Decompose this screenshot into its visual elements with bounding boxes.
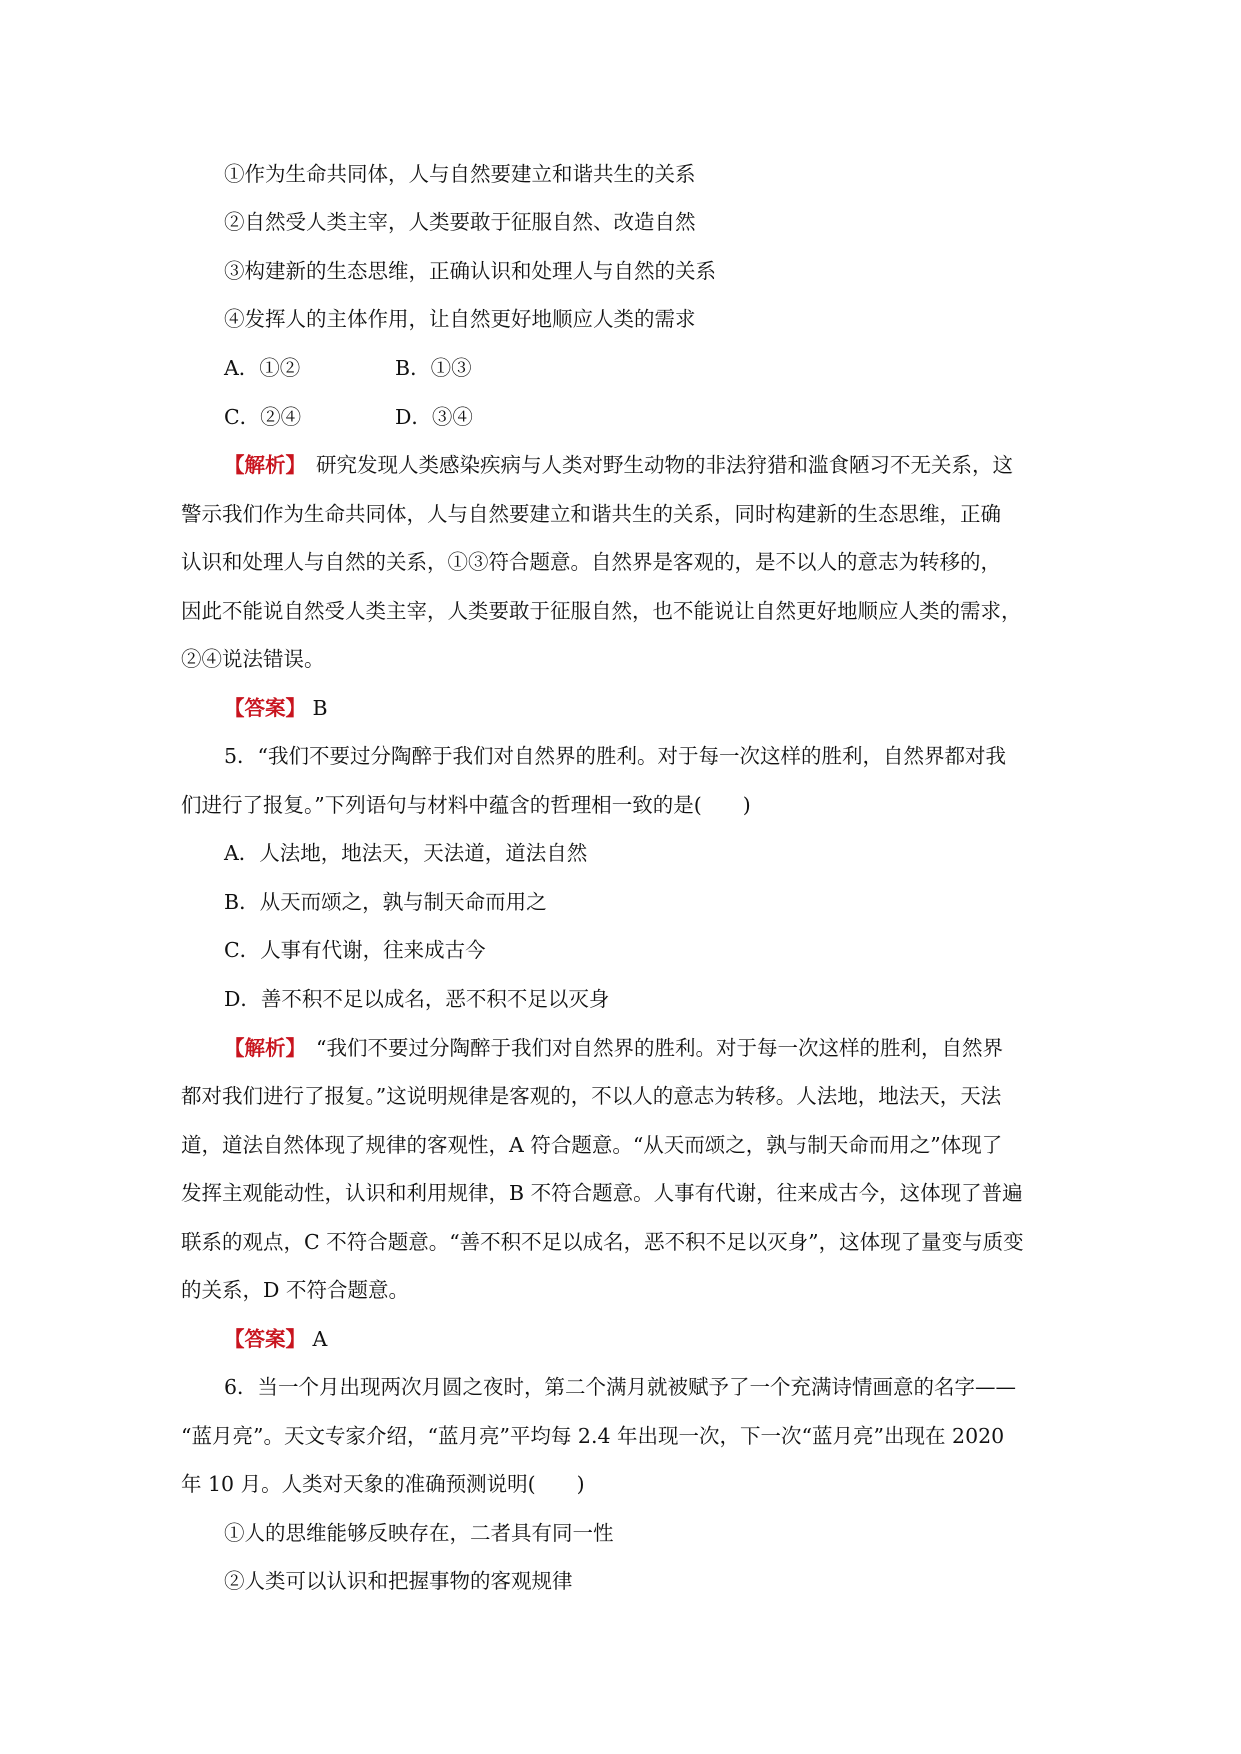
q4-analysis-line-3: 认识和处理人与自然的关系，①③符合题意。自然界是客观的，是不以人的意志为转移的， [181,550,1001,574]
q5-analysis-line-5: 联系的观点，C 不符合题意。“善不积不足以成名，恶不积不足以灭身”，这体现了量变与质变 [181,1230,1024,1254]
q5-option-c: C．人事有代谢，往来成古今 [224,938,486,962]
q4-option-a: A．①② [224,356,301,380]
q6-statement-2: ②人类可以认识和把握事物的客观规律 [224,1569,573,1593]
q5-analysis-tag: 【解析】 [224,1036,306,1060]
q5-analysis-line-2: 都对我们进行了报复。”这说明规律是客观的，不以人的意志为转移。人法地，地法天，天法 [181,1084,1002,1108]
q4-statement-1: ①作为生命共同体，人与自然要建立和谐共生的关系 [224,162,696,186]
q5-answer [224,1325,327,1353]
q5-answer-value: A [312,1327,328,1351]
q5-answer-tag: 【答案】 [224,1327,306,1351]
q5-analysis-line-6: 的关系，D 不符合题意。 [181,1278,409,1302]
q4-analysis-tag: 【解析】 [224,453,306,477]
q5-analysis-line-4: 发挥主观能动性，认识和利用规律，B 不符合题意。人事有代谢，往来成古今，这体现了普遍 [181,1181,1023,1205]
q4-analysis-line-1 [224,451,1064,479]
q6-statement-1: ①人的思维能够反映存在，二者具有同一性 [224,1521,614,1545]
q4-statement-2: ②自然受人类主宰，人类要敢于征服自然、改造自然 [224,210,696,234]
q5-analysis-line-3: 道，道法自然体现了规律的客观性，A 符合题意。“从天而颂之，孰与制天命而用之”体现了 [181,1133,1003,1157]
q5-option-d: D．善不积不足以成名，恶不积不足以灭身 [224,987,610,1011]
q4-analysis-text-1: 研究发现人类感染疾病与人类对野生动物的非法狩猎和滥食陋习不无关系，这 [316,453,1013,477]
q4-answer [224,694,328,722]
q4-statement-4: ④发挥人的主体作用，让自然更好地顺应人类的需求 [224,307,696,331]
q5-stem-line-1: 5．“我们不要过分陶醉于我们对自然界的胜利。对于每一次这样的胜利，自然界都对我 [224,744,1007,768]
q5-stem-line-2: 们进行了报复。”下列语句与材料中蕴含的哲理相一致的是( ) [181,793,751,817]
q4-statement-3: ③构建新的生态思维，正确认识和处理人与自然的关系 [224,259,716,283]
q4-analysis-line-5: ②④说法错误。 [181,647,325,671]
q5-analysis-line-1 [224,1034,1003,1062]
q5-option-b: B．从天而颂之，孰与制天命而用之 [224,890,547,914]
q4-answer-value: B [312,696,328,720]
q4-option-row-2 [224,403,644,431]
q6-stem-line-2: “蓝月亮”。天文专家介绍，“蓝月亮”平均每 2.4 年出现一次，下一次“蓝月亮”出现在 2020 [181,1424,1005,1448]
q4-option-row-1 [224,354,644,382]
q6-stem-line-3: 年 10 月。人类对天象的准确预测说明( ) [181,1472,585,1496]
q4-option-b: B．①③ [395,356,472,380]
q6-stem-line-1: 6．当一个月出现两次月圆之夜时，第二个满月就被赋予了一个充满诗情画意的名字—— [224,1375,1017,1399]
q5-option-a: A．人法地，地法天，天法道，道法自然 [224,841,588,865]
q4-analysis-line-2: 警示我们作为生命共同体，人与自然要建立和谐共生的关系，同时构建新的生态思维，正确 [181,502,1001,526]
q4-option-d: D．③④ [395,405,473,429]
q5-analysis-text-1: “我们不要过分陶醉于我们对自然界的胜利。对于每一次这样的胜利，自然界 [316,1036,1003,1060]
q4-answer-tag: 【答案】 [224,696,306,720]
q4-option-c: C．②④ [224,405,302,429]
q4-analysis-line-4: 因此不能说自然受人类主宰，人类要敢于征服自然，也不能说让自然更好地顺应人类的需求， [181,599,1022,623]
